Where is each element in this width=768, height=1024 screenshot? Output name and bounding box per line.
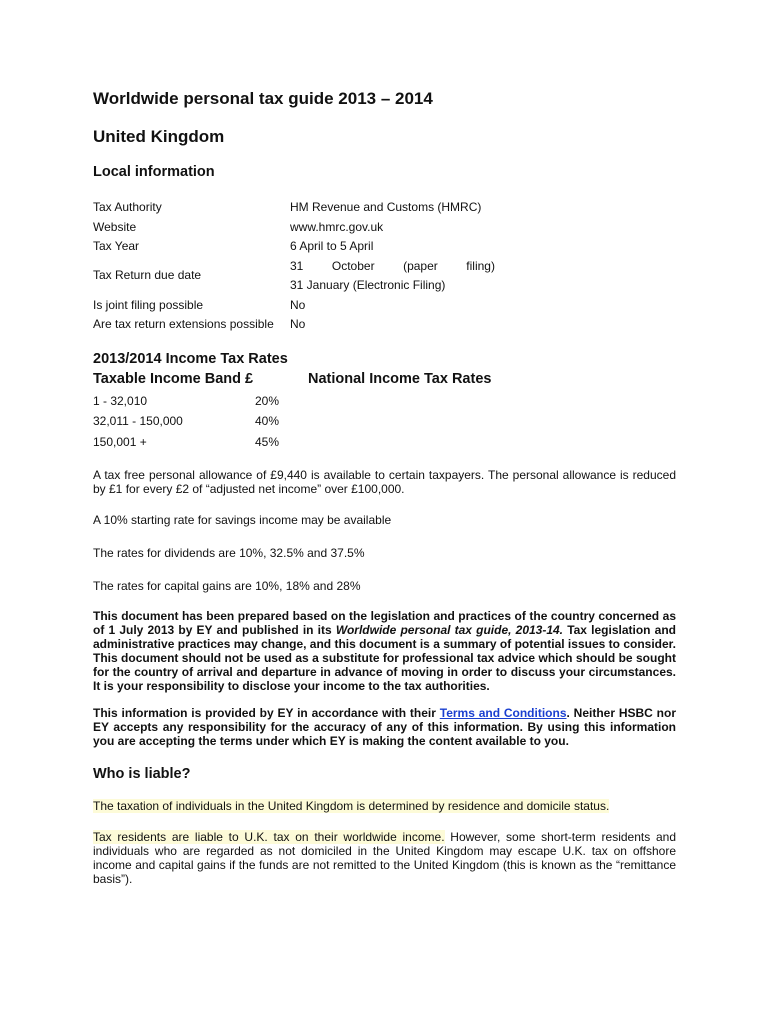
info-label: Are tax return extensions possible (93, 317, 274, 331)
who-is-liable-heading: Who is liable? (93, 766, 191, 783)
due-word: 31 (290, 258, 304, 273)
due-date-line-2: 31 January (Electronic Filing) (290, 278, 446, 292)
due-word: (paper (403, 258, 438, 273)
terms-text: . Neither HSBC nor EY accepts any responsibility for the accuracy of any of this information. By using this information you are accepting the terms under which EY is making the content available to you. (93, 706, 676, 749)
highlighted-text: Tax residents are liable to U.K. tax on their worldwide income. (93, 830, 445, 845)
info-row-tax-year (93, 237, 676, 257)
info-label: Tax Return due date (93, 268, 202, 283)
info-row-extensions (93, 315, 676, 335)
band-cell: 150,001 + (93, 434, 147, 449)
rate-row (93, 411, 676, 432)
allowance-paragraph: A tax free personal allowance of £9,440 is available to certain taxpayers. The personal allowance is reduced by £1 for every £2 of “adjusted net income” over £100,000. (93, 468, 676, 496)
info-row-tax-authority (93, 198, 676, 218)
disclaimer-text: This document has been prepared based on the legislation and practices of the country concerned as of 1 July 2013 by EY and published in its (93, 609, 676, 637)
info-row-website (93, 218, 676, 238)
info-label: Tax Authority (93, 200, 162, 214)
due-date-line-1 (290, 257, 495, 277)
info-row-joint-filing (93, 296, 676, 316)
country-heading: United Kingdom (93, 127, 225, 146)
who-paragraph-2 (93, 830, 676, 886)
document-title: Worldwide personal tax guide 2013 – 2014 (93, 89, 433, 108)
info-value: 6 April to 5 April (290, 239, 374, 253)
info-row-due-date (93, 257, 676, 296)
info-value: www.hmrc.gov.uk (290, 219, 384, 234)
due-word: filing) (466, 258, 495, 273)
info-value: No (290, 297, 306, 312)
info-value (290, 257, 495, 296)
rates-heading: 2013/2014 Income Tax Rates (93, 350, 288, 367)
who-text: However, some short-term residents and individuals who are regarded as not domiciled in the United Kingdom may escape U.K. tax on offshore income and capital gains if the funds are not remitted to the United Kingdom (this is known as the “remittance basis”). (93, 830, 676, 887)
band-column-header: Taxable Income Band £ (93, 370, 254, 387)
rate-cell: 20% (255, 393, 280, 408)
savings-paragraph: A 10% starting rate for savings income may be available (93, 513, 392, 527)
capital-gains-paragraph: The rates for capital gains are 10%, 18% and 28% (93, 579, 361, 593)
band-cell: 1 - 32,010 (93, 393, 148, 408)
info-label: Is joint filing possible (93, 297, 204, 312)
terms-text: This information is provided by EY in accordance with their (93, 706, 440, 721)
who-paragraph-1 (93, 799, 676, 813)
rate-cell: 40% (255, 414, 280, 428)
info-value: No (290, 317, 306, 331)
terms-paragraph (93, 707, 676, 749)
rates-column-headers (93, 369, 676, 389)
disclaimer-text: Tax legislation and administrative practices may change, and this document is a summary of potential issues to consider. This document should not be used as a substitute for professional tax advice which should be sought for the country of arrival and departure in advance of moving in order to discuss your circumstances. It is your responsibility to disclose your income to the tax authorities. (93, 622, 676, 693)
local-info-table (93, 198, 676, 335)
band-cell: 32,011 - 150,000 (93, 414, 183, 428)
highlighted-text: The taxation of individuals in the United Kingdom is determined by residence and domicile status. (93, 799, 610, 814)
guide-title-italic: Worldwide personal tax guide, 2013-14. (335, 622, 564, 637)
info-value: HM Revenue and Customs (HMRC) (290, 200, 482, 214)
rate-row (93, 432, 676, 453)
rate-row (93, 391, 676, 412)
disclaimer-paragraph (93, 610, 676, 693)
rate-cell: 45% (255, 434, 280, 449)
due-word: October (331, 258, 375, 273)
rate-column-header: National Income Tax Rates (308, 370, 492, 387)
rates-table (93, 391, 676, 453)
terms-and-conditions-link[interactable]: Terms and Conditions (439, 706, 567, 721)
dividends-paragraph: The rates for dividends are 10%, 32.5% and 37.5% (93, 546, 365, 560)
document-page (93, 82, 676, 886)
info-label: Tax Year (93, 239, 140, 253)
local-info-heading: Local information (93, 164, 215, 180)
info-label: Website (93, 219, 137, 234)
